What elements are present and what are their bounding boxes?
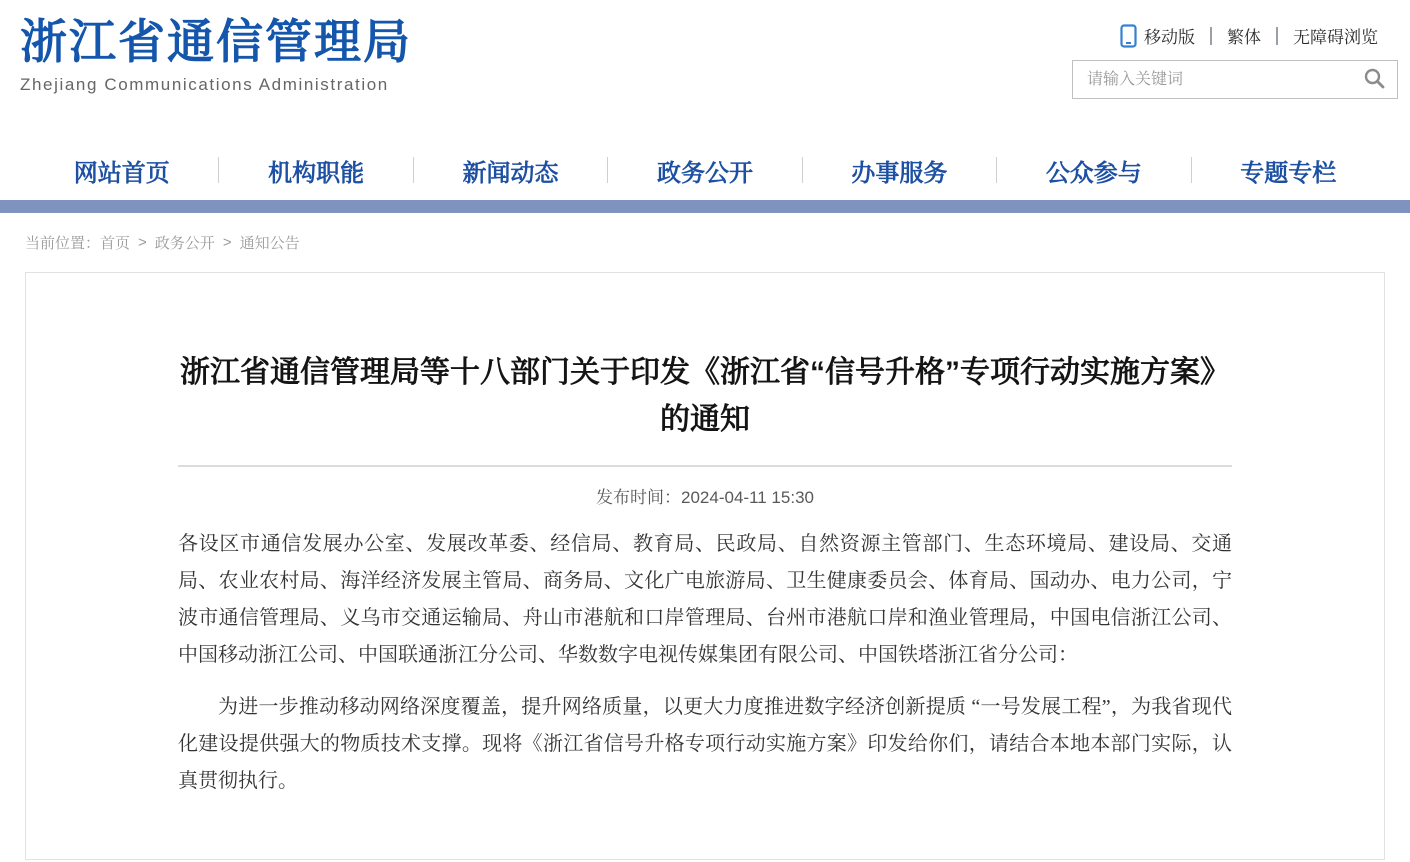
- mobile-phone-icon: [1120, 24, 1137, 48]
- publish-time-label: 发布时间：: [596, 488, 682, 507]
- site-logo[interactable]: [20, 16, 412, 95]
- accessibility-link[interactable]: [1293, 23, 1378, 48]
- header-utilities: [1072, 23, 1398, 99]
- nav-item-services[interactable]: 办事服务: [851, 159, 948, 187]
- publish-time-line: [178, 483, 1232, 508]
- top-link-divider: [1210, 27, 1212, 45]
- main-nav: [25, 140, 1385, 200]
- search-box: [1072, 60, 1398, 99]
- site-title: 浙江省通信管理局: [20, 15, 412, 68]
- nav-item-participation[interactable]: 公众参与: [1045, 159, 1142, 187]
- top-link-bar: [1072, 23, 1398, 48]
- nav-item-gov-affairs[interactable]: 政务公开: [656, 159, 753, 187]
- search-button[interactable]: [1351, 61, 1397, 98]
- breadcrumb-label: 当前位置：: [25, 235, 101, 252]
- mobile-version-link[interactable]: [1120, 23, 1195, 48]
- mobile-version-label: 移动版: [1144, 28, 1195, 47]
- article-container: [25, 272, 1385, 860]
- title-divider: [178, 465, 1232, 467]
- breadcrumb-item-notices[interactable]: 通知公告: [239, 235, 300, 252]
- breadcrumb-item-gov-affairs[interactable]: 政务公开: [154, 235, 215, 252]
- top-link-divider: [1276, 27, 1278, 45]
- nav-accent-band: [0, 200, 1410, 213]
- article-paragraph: 为进一步推动移动网络深度覆盖，提升网络质量，以更大力度推进数字经济创新提质 “一号发展工程”，为我省现代化建设提供强大的物质技术支撑。现将《浙江省信号升格专项行动实施方案》印发给你们，请结合本地本部门实际，认真贯彻执行。: [178, 696, 1232, 792]
- site-subtitle: Zhejiang Communications Administration: [20, 74, 389, 94]
- breadcrumb: [0, 213, 1410, 272]
- traditional-chinese-link[interactable]: [1227, 23, 1261, 48]
- nav-item-special-topics[interactable]: 专题专栏: [1240, 159, 1337, 187]
- nav-item-home[interactable]: 网站首页: [73, 159, 170, 187]
- article-body: [178, 526, 1232, 800]
- breadcrumb-separator: >: [138, 234, 147, 251]
- breadcrumb-item-home[interactable]: 首页: [100, 235, 131, 252]
- breadcrumb-separator: >: [222, 234, 232, 251]
- nav-item-news[interactable]: 新闻动态: [462, 159, 559, 187]
- article-paragraph: 各设区市通信发展办公室、发展改革委、经信局、教育局、民政局、自然资源主管部门、生态环境局、建设局、交通局、农业农村局、海洋经济发展主管局、商务局、文化广电旅游局、卫生健康委员会、体育局、国动办、电力公司，宁波市通信管理局、义乌市交通运输局、舟山市港航和口岸管理局、台州市港航口岸和渔业管理局，中国电信浙江公司、中国移动浙江公司、中国联通浙江分公司、华数数字电视传媒集团有限公司、中国铁塔浙江省分公司：: [178, 533, 1232, 666]
- traditional-chinese-label: 繁体: [1227, 28, 1261, 47]
- site-header: [0, 0, 1410, 140]
- search-input[interactable]: [1073, 61, 1351, 98]
- publish-time-value: 2024-04-11 15:30: [681, 488, 814, 507]
- article-title: 浙江省通信管理局等十八部门关于印发《浙江省“信号升格”专项行动实施方案》的通知: [180, 356, 1230, 436]
- accessibility-label: 无障碍浏览: [1293, 28, 1378, 47]
- nav-item-functions[interactable]: 机构职能: [268, 159, 365, 187]
- search-icon: [1362, 66, 1386, 93]
